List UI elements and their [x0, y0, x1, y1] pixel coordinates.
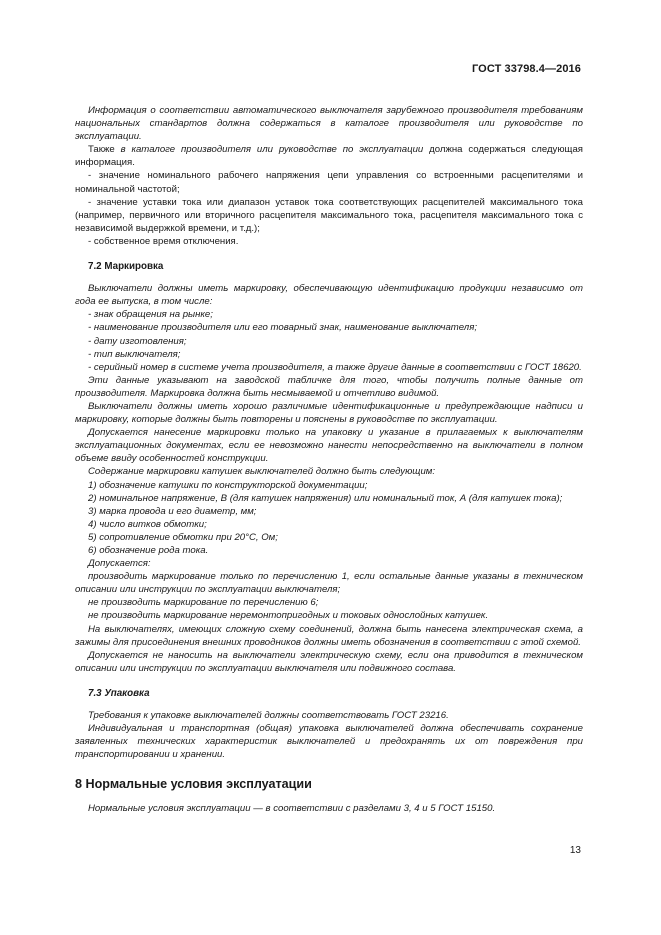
list-item: - значение уставки тока или диапазон уставок тока соответствующих расцепителей максимального тока (например, первичного или вторичного расцепителя максимального тока, расцепителя максимального тока с независимой выдержкой времени, и т.д.);	[75, 196, 583, 234]
text-run: должна содержаться следующая информация.	[75, 144, 583, 169]
list-item: 5) сопротивление обмотки при 20°С, Ом;	[88, 531, 278, 543]
paragraph: На выключателях, имеющих сложную схему соединений, должна быть нанесена электрическая схема, а зажимы для присоединения внешних проводников должны иметь обозначения в соответствии с этой схемой.	[75, 623, 583, 648]
paragraph: Требования к упаковке выключателей должны соответствовать ГОСТ 23216.	[88, 710, 449, 722]
paragraph: Выключатели должны иметь хорошо различимые идентификационные и предупреждающие надписи и маркировку, которые должны быть повторены и пояснены в руководстве по эксплуатации.	[75, 400, 583, 426]
list-item: - тип выключателя;	[88, 348, 181, 360]
paragraph: Информация о соответствии автоматического выключателя зарубежного производителя требованиям национальных стандартов должна содержаться в каталоге производителя или руководстве по эксплуатации.	[75, 105, 583, 143]
paragraph: Допускается нанесение маркировки только на упаковку и указание в прилагаемых к выключателям эксплуатационных документах, если ее невозможно нанести непосредственно на выключатели в полном объеме ввиду особенностей конструкции.	[75, 427, 583, 465]
paragraph: Допускается не наносить на выключатели электрическую схему, если она приводится в техническом описании или инструкции по эксплуатации выключателя или подвижного состава.	[75, 649, 583, 674]
list-item: - значение номинального рабочего напряжения цепи управления со встроенными расцепителями и номинальной частотой;	[75, 170, 583, 195]
text-run-italic: в каталоге производителя или руководстве по эксплуатации	[120, 144, 424, 156]
paragraph: Эти данные указывают на заводской табличке для того, чтобы получить полные данные от производителя. Маркировка должна быть несмываемой и отчетливо видимой.	[75, 374, 583, 399]
paragraph: Содержание маркировки катушек выключателей должно быть следующим:	[88, 466, 436, 478]
list-item: не производить маркирование по перечислению 6;	[88, 597, 319, 609]
list-item: - собственное время отключения.	[88, 235, 239, 247]
section-title-8: 8 Нормальные условия эксплуатации	[75, 777, 312, 792]
section-title-7-3: 7.3 Упаковка	[88, 687, 150, 699]
paragraph: Выключатели должны иметь маркировку, обеспечивающую идентификацию продукции независимо от года ее выпуска, в том числе:	[75, 283, 583, 308]
list-item: 1) обозначение катушки по конструкторской документации;	[88, 479, 368, 491]
paragraph: Индивидуальная и транспортная (общая) упаковка выключателей должна обеспечивать сохранение заявленных технических характеристик выключателей и предохранять их от повреждения при транспортировании и хранении.	[75, 723, 583, 761]
list-item: - серийный номер в системе учета производителя, а также другие данные в соответствии с ГОСТ 18620.	[88, 361, 582, 373]
list-item: - знак обращения на рынке;	[88, 309, 213, 321]
list-item: - наименование производителя или его товарный знак, наименование выключателя;	[88, 322, 478, 334]
paragraph: Нормальные условия эксплуатации — в соответствии с разделами 3, 4 и 5 ГОСТ 15150.	[88, 802, 496, 814]
text-run: Также	[88, 144, 121, 156]
list-item: 2) номинальное напряжение, В (для катушек напряжения) или номинальный ток, А (для катушек тока);	[88, 492, 563, 504]
list-item: не производить маркирование неремонтопригодных и токовых однослойных катушек.	[88, 610, 489, 622]
paragraph	[75, 143, 583, 169]
list-item: 6) обозначение рода тока.	[88, 545, 209, 556]
page-body	[75, 104, 583, 815]
list-item: 3) марка провода и его диаметр, мм;	[88, 505, 257, 517]
page-number: 13	[569, 845, 581, 856]
list-item: производить маркирование только по перечислению 1, если остальные данные указаны в техническом описании или инструкции по эксплуатации выключателя;	[75, 571, 583, 596]
standard-header: ГОСТ 33798.4—2016	[471, 63, 581, 75]
list-item: 4) число витков обмотки;	[88, 518, 207, 530]
section-title-7-2: 7.2 Маркировка	[88, 261, 164, 273]
paragraph: Допускается:	[88, 558, 151, 570]
list-item: - дату изготовления;	[88, 335, 187, 347]
